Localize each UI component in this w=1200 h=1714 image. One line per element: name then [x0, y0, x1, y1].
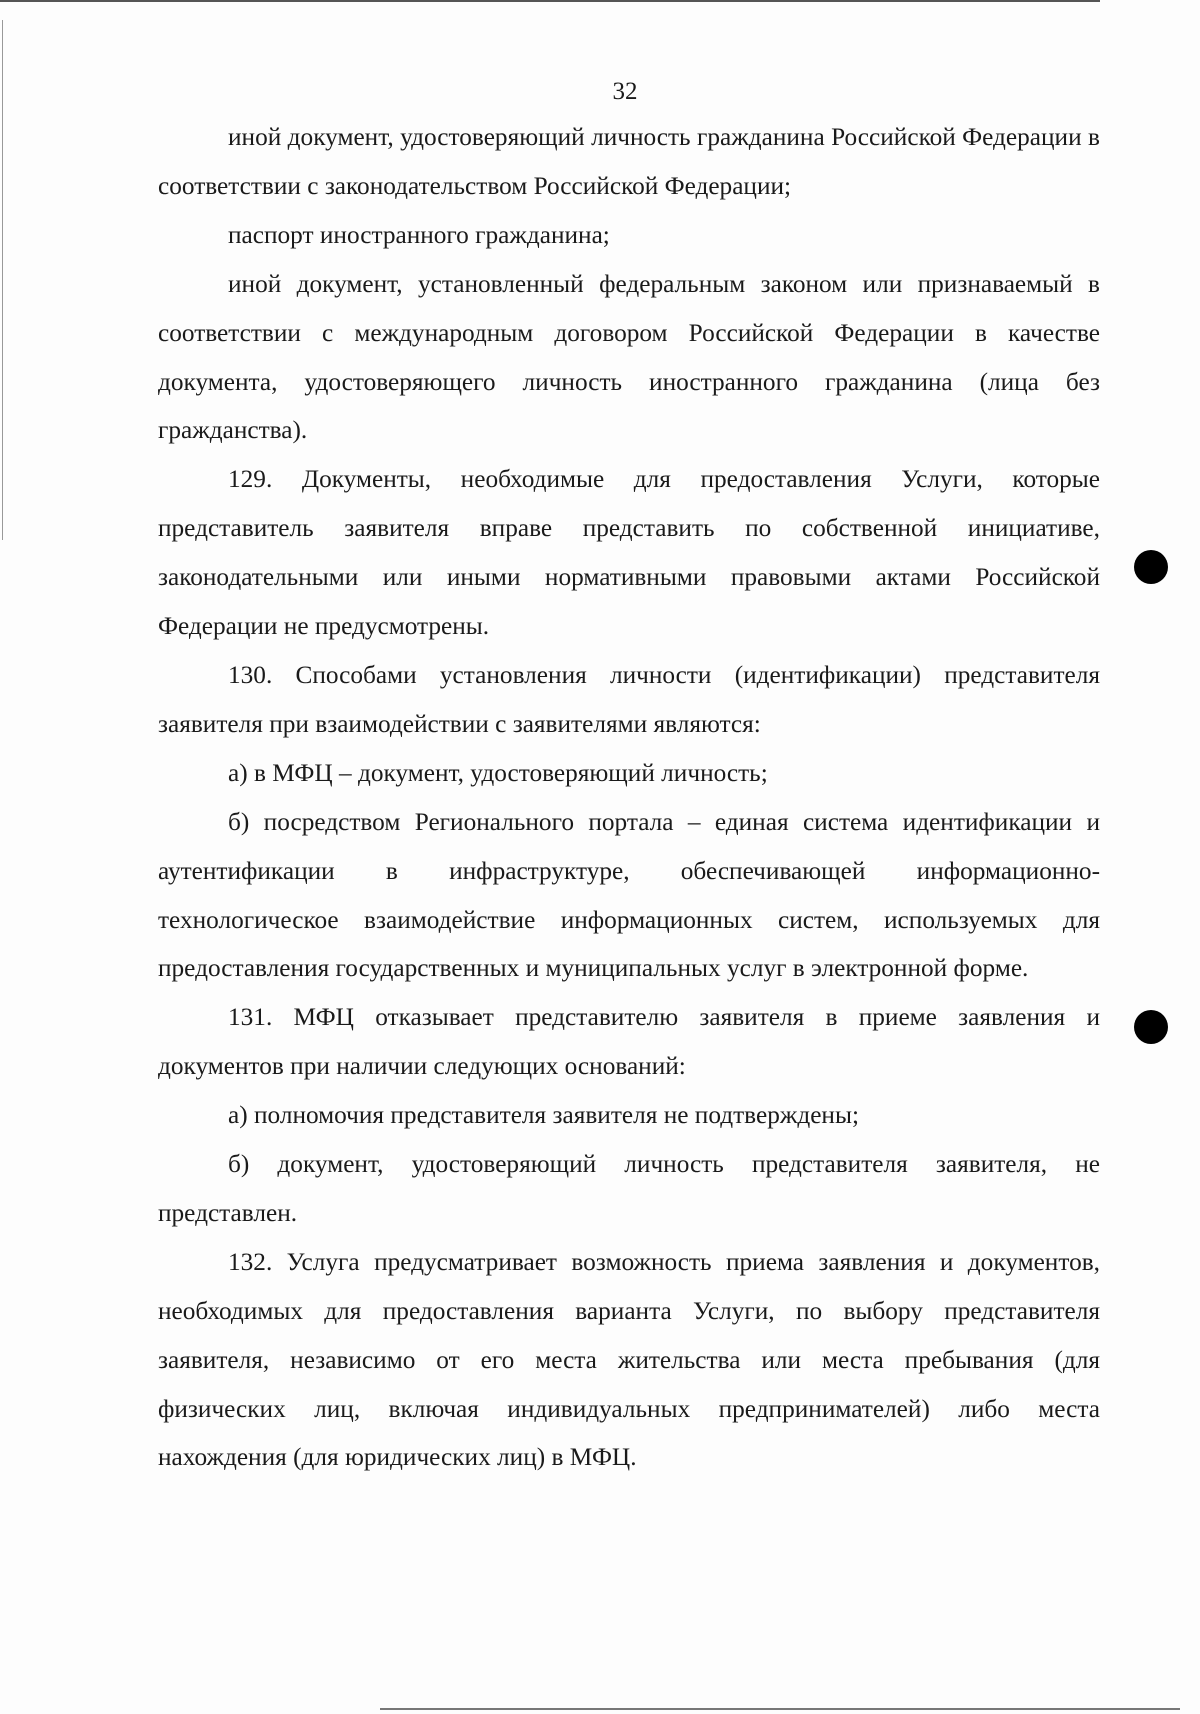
document-body [158, 113, 1100, 1482]
paragraph-129: 129. Документы, необходимые для предоставления Услуги, которые представитель заявителя вправе представить по собственной инициативе, законодательными или иными нормативными правовыми актами Российской Федерации не предусмотрены. [158, 465, 1100, 641]
paragraph-130: 130. Способами установления личности (идентификации) представителя заявителя при взаимодействии с заявителями являются: [158, 660, 1100, 738]
paragraph-131-b: б) документ, удостоверяющий личность представителя заявителя, не представлен. [158, 1150, 1100, 1227]
punch-hole-icon [1134, 550, 1168, 584]
punch-hole-icon [1134, 1010, 1168, 1044]
paragraph: иной документ, установленный федеральным законом или признаваемый в соответствии с международным договором Российской Федерации в качестве документа, удостоверяющего личность иностранного гражданина (лица без гражданства). [158, 269, 1100, 445]
paragraph: иной документ, удостоверяющий личность гражданина Российской Федерации в соответствии с законодательством Российской Федерации; [158, 123, 1100, 200]
page-number: 32 [612, 78, 638, 105]
scan-bottom-edge [380, 1708, 1180, 1710]
paragraph-130-a: а) в МФЦ – документ, удостоверяющий личность; [228, 758, 768, 787]
paragraph: паспорт иностранного гражданина; [228, 220, 610, 249]
scan-top-edge [0, 0, 1100, 2]
paragraph-132: 132. Услуга предусматривает возможность приема заявления и документов, необходимых для предоставления варианта Услуги, по выбору представителя заявителя, независимо от его места жительства или места пребывания (для физических лиц, включая индивидуальных предпринимателей) либо места нахождения (для юридических лиц) в МФЦ. [158, 1247, 1100, 1472]
paragraph-131-a: а) полномочия представителя заявителя не подтверждены; [228, 1101, 859, 1130]
paragraph-131: 131. МФЦ отказывает представителю заявителя в приеме заявления и документов при наличии следующих оснований: [158, 1003, 1100, 1081]
paragraph-130-b: б) посредством Регионального портала – единая система идентификации и аутентификации в инфраструктуре, обеспечивающей информационно-технологическое взаимодействие информационных систем, используемых для предоставления государственных и муниципальных услуг в электронной форме. [158, 807, 1100, 983]
